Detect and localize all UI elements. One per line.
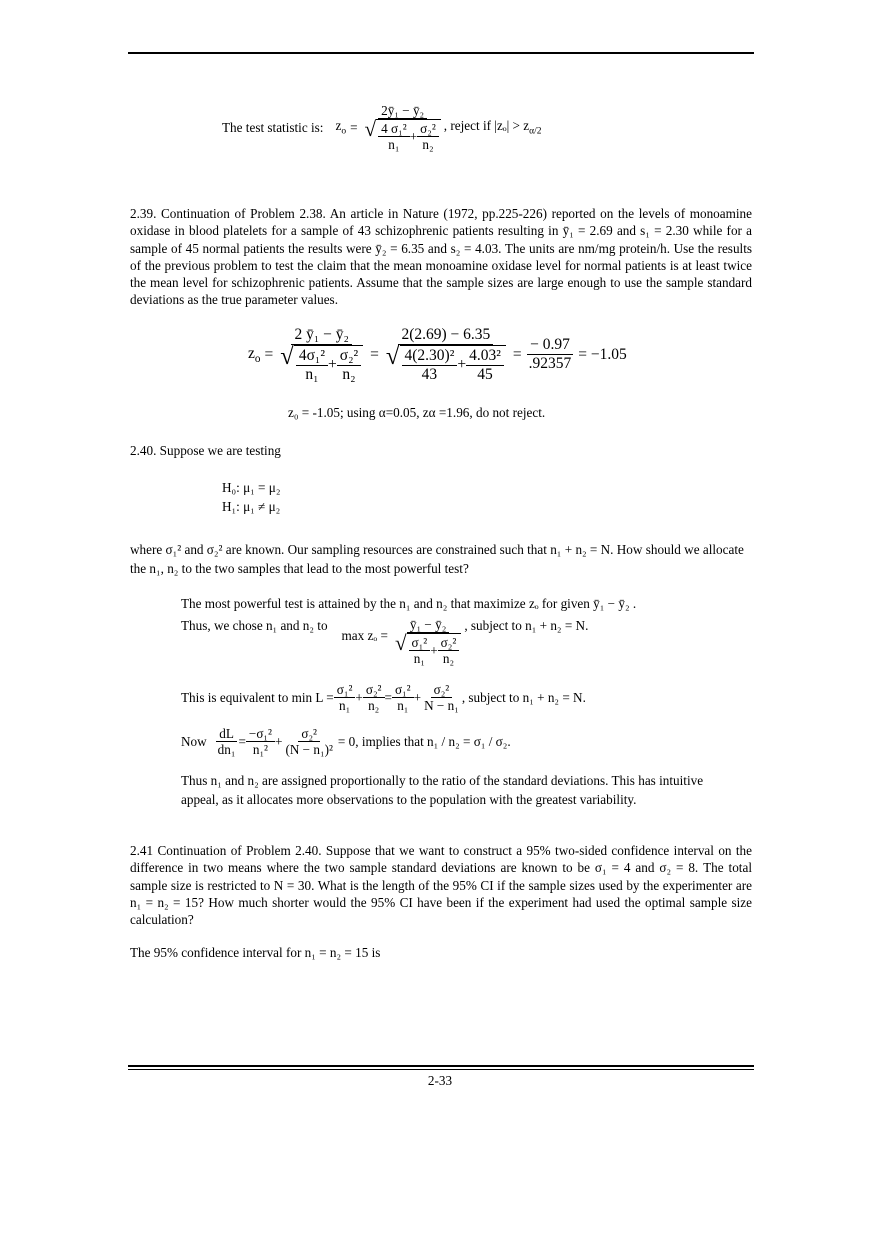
problem-2-40-intro: 2.40. Suppose we are testing [130,443,281,458]
problem-2-39: 2.39. Continuation of Problem 2.38. An article in Nature (1972, pp.225-226) reported on the levels of monoamine oxidase in blood platelets for a sample of 43 schizophrenic patients resulting in ȳ₁ = 2.69 and s₁ = 2.30 while for a sample of 45 normal patients the results were ȳ₂ = 6.35 and s₂ = 4.03. The units are nm/mg protein/h. Use the results of the previous problem to test the claim that the mean monoamine oxidase level for normal patients is at least twice the mean level for schizophrenic patients. Assume that the sample sizes are large enough to use the sample standard deviations as the true parameter values. [130,206,752,308]
derivative-term-3: $\frac{\text{σ₂²}}{\text{(N − n₁)²}}$ [285,726,333,758]
reduced-fraction [526,336,575,373]
n1-term: n₁ [388,137,400,153]
test-statistic-equation [222,103,542,153]
min-l-label: This is equivalent to min L = [181,690,334,706]
num-term-2-den: 45 [477,365,493,383]
max-z0-fraction: ȳ₁ − ȳ₂ √ $\frac{\text{σ₁²}}{\text{n₁}}$ + $\frac{\text{σ₂²}}{\text{n₂}}$ [392,617,464,667]
problem-2-40-where: where σ₁² and σ₂² are known. Our sampling resources are constrained such that n₁ + n₂ = N. How should we allocate the n₁, n₂ to the two samples that lead to the most powerful test? [130,542,744,576]
footer-rule-thick [128,1065,754,1067]
sym-term-1-den: n₁ [305,365,319,383]
derivative-result: = 0, implies that n₁ / n₂ = σ₁ / σ₂. [337,734,511,750]
symbolic-fraction: 2 ȳ₁ − ȳ₂ √ $\frac{\text{4σ₁²}}{\text{n₁}}$ + $\frac{\text{σ₂²}}{\text{n₂}}$ [277,326,366,383]
max-term-1-den: n₁ [413,651,425,667]
l-term-1: $\frac{\text{σ₁²}}{\text{n₁}}$ [334,682,356,713]
max-numerator: ȳ₁ − ȳ₂ [407,617,449,633]
variance-term-2: σ₂² [417,121,439,137]
null-hypothesis: H₀: μ₁ = μ₂ [222,480,281,495]
l-term-4: $\frac{\text{σ₂²}}{\text{N − n₁}}$ [424,682,459,714]
sym-term-2: σ₂² [337,347,361,366]
numeric-fraction: 2(2.69) − 6.35 √ $\frac{\text{4(2.30)²}}{43}$ + $\frac{\text{4.03²}}{45}$ [383,326,509,383]
solution-line-3: This is equivalent to min L = $\frac{\text{σ₁²}}{\text{n₁}}$ + $\frac{\text{σ₂²}}{\text{n₂}}$ = $\frac{\text{σ₁²}}{\text{n₁}}$ + $\frac{\text{σ₂²}}{\text{N − n₁}}$ , subject to n₁ + n₂ = N. [181,682,586,714]
l-term-3: $\frac{\text{σ₁²}}{\text{n₁}}$ [392,682,414,713]
max-term-2: σ₂² [438,635,460,651]
reduced-numerator: − 0.97 [527,336,573,355]
max-z0-label: max zₒ = [341,628,388,643]
footer-rule-thin [128,1069,754,1070]
derivative-term-2: $\frac{\text{−σ₁²}}{\text{n₁²}}$ [246,726,275,757]
sym-term-1: 4σ₁² [296,347,328,366]
num-term-1-den: 43 [421,365,438,383]
solution-line-2-lead: Thus, we chose n₁ and n₂ to [181,618,328,633]
problem-2-41-ci: The 95% confidence interval for n₁ = n₂ = 15 is [130,945,381,960]
numeric-numerator: 2(2.69) − 6.35 [398,326,493,345]
n2-term: n₂ [422,137,434,153]
solution-line-1: The most powerful test is attained by the n₁ and n₂ that maximize zₒ for given ȳ₁ − ȳ₂ . [181,596,637,611]
solution-line-2 [181,617,588,667]
num-term-2: 4.03² [466,347,504,366]
z0-result: = −1.05 [578,345,627,363]
test-statistic-numerator: 2ȳ₁ − ȳ₂ [378,103,427,119]
sym-term-2-den: n₂ [342,365,356,383]
max-term-2-den: n₂ [442,651,455,667]
num-term-1: 4(2.30)² [402,347,458,366]
variance-term-1: 4 σ₁² [378,121,410,137]
derivative-term: $\frac{dL}{\text{dn₁}}$ [217,726,236,758]
z0-conclusion: z₀ = -1.05; using α=0.05, zα =1.96, do not reject. [288,405,546,420]
equals-sign: = [350,119,358,135]
reduced-denominator: .92357 [528,355,572,373]
constraint-text: , subject to n₁ + n₂ = N. [464,618,589,633]
test-statistic-lead: The test statistic is: [222,119,324,135]
problem-2-41: 2.41 Continuation of Problem 2.40. Suppose that we want to construct a 95% two-sided confidence interval on the difference in two means where the two sample standard deviations are known to be σ₁ = 4 and σ₂ = 8. The total sample size is restricted to N = 30. What is the length of the 95% CI if the sample sizes used by the experimenter are n₁ = n₂ = 15? How much shorter would the 95% CI have been if the experiment had used the optimal sample size calculation? [130,843,752,928]
max-term-1: σ₁² [409,635,431,651]
plus-sign: + [409,129,418,145]
now-label: Now [181,734,207,750]
solution-line-4: Now $\frac{dL}{\text{dn₁}}$ = $\frac{\text{−σ₁²}}{\text{n₁²}}$ + $\frac{\text{σ₂²}}{\text{(N − n₁)²}}$ = 0, implies that n₁ / n₂ = σ₁ / σ₂. [181,726,511,758]
z0-computation: $z_o$ = 2 ȳ₁ − ȳ₂ √ $\frac{\text{4σ₁²}}{\text{n₁}}$ + $\frac{\text{σ₂²}}{\text{n₂}}$ = 2(2.69) − 6.35 √ $\frac{\text{4(2.30)²}}{43}$ + $\frac{\text{4.03²}}{45}$ = $\frac{- 0.97}{.92357}$ = −1.05 [248,326,627,383]
l-term-2: $\frac{\text{σ₂²}}{\text{n₂}}$ [363,682,385,713]
page-number: 2-33 [427,1073,453,1088]
symbolic-numerator: 2 ȳ₁ − ȳ₂ [291,326,351,345]
z0-label: $z_o$ [335,118,347,138]
reject-condition: , reject if $|z_o| > z_{\alpha/2}$ [443,118,542,138]
constraint-text-2: , subject to n₁ + n₂ = N. [461,690,586,706]
alt-hypothesis: H₁: μ₁ ≠ μ₂ [222,499,281,514]
header-rule [128,52,754,54]
solution-line-5: Thus n₁ and n₂ are assigned proportionally to the ratio of the standard deviations. This has intuitive appeal, as it allocates more observations to the population with the greatest variability. [181,773,704,807]
test-statistic-fraction: 2ȳ₁ − ȳ₂ √ $\frac{\text{4 σ₁²}}{\text{n₁}}$ + $\frac{\text{σ₂²}}{\text{n₂}}$ [362,103,444,153]
z0-label-2: $z_o$ [248,344,261,365]
